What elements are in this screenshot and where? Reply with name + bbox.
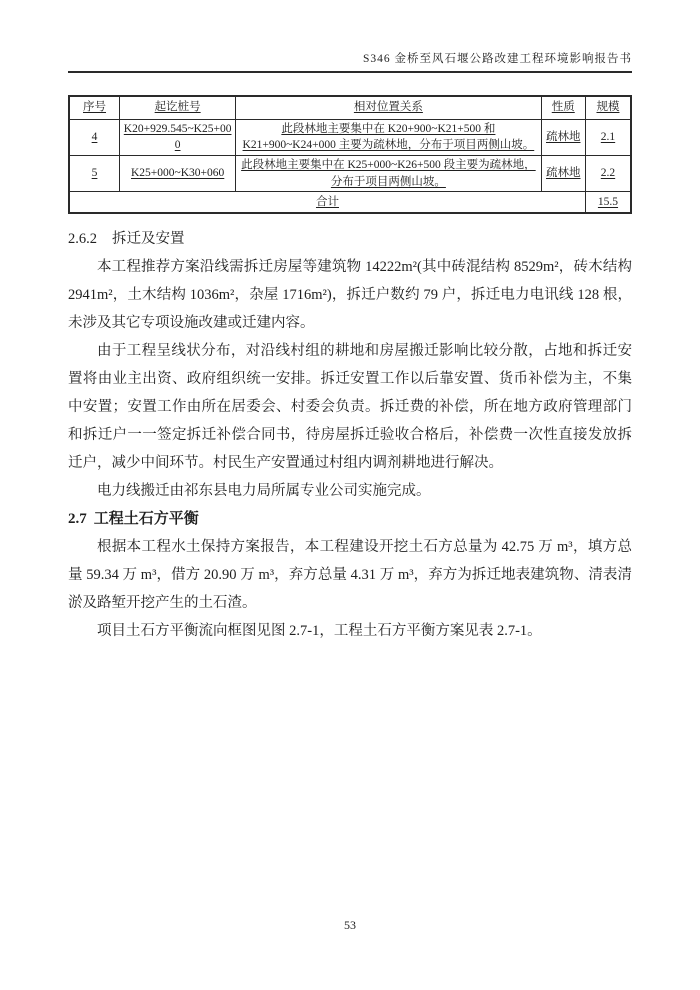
section-title: 拆迁及安置 xyxy=(112,231,185,247)
paragraph-demolition-overview: 本工程推荐方案沿线需拆迁房屋等建筑物 14222m²(其中砖混结构 8529m²，砖木结构 2941m²，土木结构 1036m²，杂屋 1716m²)，拆迁户数约 79 户，拆迁电力电讯线 128 根，未涉及其它专项设施改建或迁建内容。 xyxy=(68,259,632,331)
cell-total-label: 合计 xyxy=(69,192,585,213)
cell-no: 4 xyxy=(69,119,120,155)
cell-nature: 疏林地 xyxy=(541,155,585,191)
paragraph-earthwork-reference: 项目土石方平衡流向框图见图 2.7-1，工程土石方平衡方案见表 2.7-1。 xyxy=(97,623,542,639)
forest-land-table xyxy=(68,95,632,214)
section-heading-2-6-2 xyxy=(68,225,632,253)
paragraph-power-line: 电力线搬迁由祁东县电力局所属专业公司实施完成。 xyxy=(97,483,431,499)
cell-location: 此段林地主要集中在 K20+900~K21+500 和 K21+900~K24+000 主要为疏林地，分布于项目两侧山坡。 xyxy=(236,119,541,155)
cell-location: 此段林地主要集中在 K25+000~K26+500 段主要为疏林地，分布于项目两侧山坡。 xyxy=(236,155,541,191)
table-total-row xyxy=(69,192,631,213)
section-heading-2-7 xyxy=(68,505,632,533)
table-row xyxy=(69,119,631,155)
col-header-scale: 规模 xyxy=(585,96,631,119)
section-number: 2.7 xyxy=(68,511,87,527)
col-header-location: 相对位置关系 xyxy=(236,96,541,119)
col-header-no: 序号 xyxy=(69,96,120,119)
cell-stake: K20+929.545~K25+000 xyxy=(120,119,236,155)
paragraph-earthwork-balance: 根据本工程水土保持方案报告，本工程建设开挖土石方总量为 42.75 万 m³，填方总量 59.34 万 m³，借方 20.90 万 m³，弃方总量 4.31 万 m³，弃方为拆迁地表建筑物、清表清淤及路堑开挖产生的土石渣。 xyxy=(68,539,632,611)
table-header-row xyxy=(69,96,631,119)
section-title: 工程土石方平衡 xyxy=(93,511,199,527)
cell-scale: 2.2 xyxy=(585,155,631,191)
cell-nature: 疏林地 xyxy=(541,119,585,155)
page-number: 53 xyxy=(344,918,356,932)
cell-total-value: 15.5 xyxy=(585,192,631,213)
cell-no: 5 xyxy=(69,155,120,191)
document-body xyxy=(68,225,632,645)
col-header-stake: 起讫桩号 xyxy=(120,96,236,119)
col-header-nature: 性质 xyxy=(541,96,585,119)
paragraph-resettlement-policy: 由于工程呈线状分布，对沿线村组的耕地和房屋搬迁影响比较分散，占地和拆迁安置将由业主出资、政府组织统一安排。拆迁安置工作以后靠安置、货币补偿为主，不集中安置；安置工作由所在居委会、村委会负责。拆迁费的补偿，所在地方政府管理部门和拆迁户一一签定拆迁补偿合同书，待房屋拆迁验收合格后，补偿费一次性直接发放拆迁户，减少中间环节。村民生产安置通过村组内调剂耕地进行解决。 xyxy=(68,343,632,471)
report-header-title: S346 金桥至风石堰公路改建工程环境影响报告书 xyxy=(68,50,632,73)
table-row xyxy=(69,155,631,191)
cell-scale: 2.1 xyxy=(585,119,631,155)
cell-stake: K25+000~K30+060 xyxy=(120,155,236,191)
section-number: 2.6.2 xyxy=(68,231,97,247)
